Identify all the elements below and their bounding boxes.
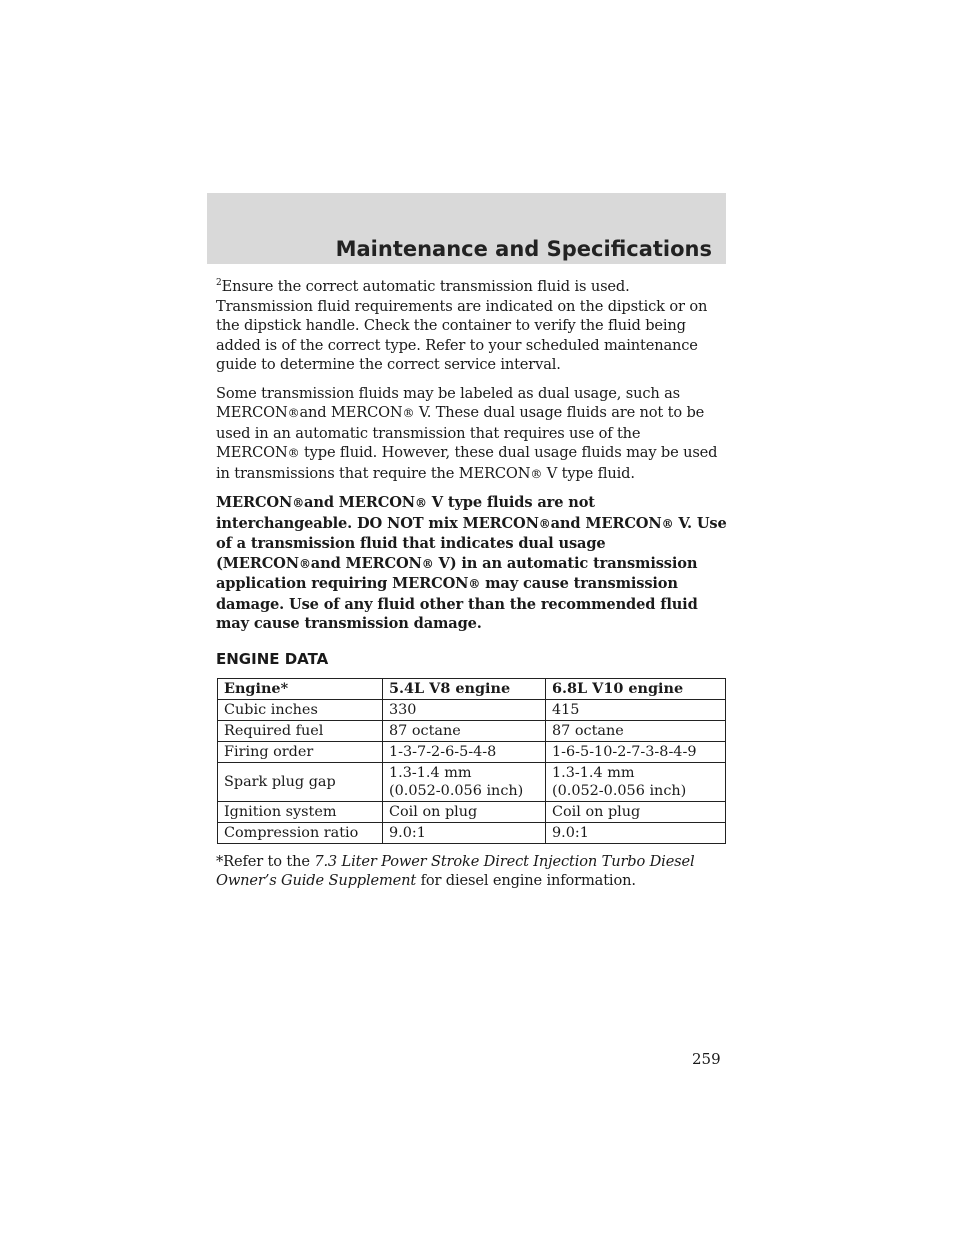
warning-text-5: V. Use of a transmission fluid that indicates dual usage (MERCON <box>216 514 727 572</box>
v8-value: 9.0:1 <box>383 822 546 843</box>
table-header-row <box>218 678 726 699</box>
page-content <box>216 277 728 900</box>
warning-text-7: V) in an automatic transmission application requiring MERCON <box>216 554 698 592</box>
column-header: 6.8L V10 engine <box>546 678 726 699</box>
footnote-prefix: *Refer to the <box>216 852 315 870</box>
gap-metric: 1.3-1.4 mm <box>389 764 472 781</box>
table-row <box>218 699 726 720</box>
warning-text-3: V type fluids are not interchangeable. DO NOT mix MERCON <box>216 494 595 532</box>
registered-mark: ® <box>298 556 311 571</box>
registered-mark: ® <box>421 556 434 571</box>
v8-value: 87 octane <box>383 720 546 741</box>
row-label: Compression ratio <box>218 822 383 843</box>
registered-mark: ® <box>402 406 415 420</box>
gap-imperial: (0.052-0.056 inch) <box>389 782 524 799</box>
dual-usage-text-4: type fluid. However, these dual usage fluids may be used in transmissions that require the MERCON <box>216 444 718 482</box>
v10-value: 1-6-5-10-2-7-3-8-4-9 <box>546 741 726 762</box>
registered-mark: ® <box>287 406 300 420</box>
row-label: Cubic inches <box>218 699 383 720</box>
table-row <box>218 720 726 741</box>
row-label: Ignition system <box>218 801 383 822</box>
row-label: Required fuel <box>218 720 383 741</box>
warning-text-8: may cause transmission damage. Use of any fluid other than the recommended fluid may cause transmission damage. <box>216 575 698 632</box>
supplement-title: 7.3 Liter Power Stroke Direct Injection Turbo Diesel Owner’s Guide Supplement <box>216 852 695 889</box>
engine-data-table <box>217 678 726 844</box>
gap-imperial: (0.052-0.056 inch) <box>552 782 687 799</box>
v10-value: 415 <box>546 699 726 720</box>
section-header <box>207 193 726 264</box>
warning-text-2: and MERCON <box>304 494 415 511</box>
table-row <box>218 822 726 843</box>
registered-mark: ® <box>530 466 543 481</box>
gap-metric: 1.3-1.4 mm <box>552 764 635 781</box>
v8-value <box>383 762 546 801</box>
v8-value: Coil on plug <box>383 801 546 822</box>
registered-mark: ® <box>468 577 481 591</box>
v8-value: 330 <box>383 699 546 720</box>
engine-data-heading: ENGINE DATA <box>216 649 329 668</box>
diesel-footnote <box>216 852 728 891</box>
dual-usage-paragraph <box>216 384 728 485</box>
v10-value <box>546 762 726 801</box>
dual-usage-text-3: V. These dual usage fluids are not to be used in an automatic transmission that requires use of the MERCON <box>216 404 705 461</box>
v10-value: 87 octane <box>546 720 726 741</box>
table-row <box>218 762 726 801</box>
row-label: Spark plug gap <box>218 762 383 801</box>
v10-value: 9.0:1 <box>546 822 726 843</box>
transmission-fluid-note <box>216 277 728 375</box>
page-number: 259 <box>692 1050 721 1068</box>
dual-usage-text-1: Some transmission fluids may be labeled as dual usage, such as MERCON <box>216 384 680 421</box>
registered-mark: ® <box>414 496 427 510</box>
warning-text-6: and MERCON <box>310 554 422 572</box>
registered-mark: ® <box>538 516 551 531</box>
dual-usage-text-5: V type fluid. <box>546 464 635 482</box>
note-text: Ensure the correct automatic transmission fluid is used. Transmission fluid requirements are indicated on the dipstick or on the dipstick handle. Check the container to verify the fluid being added is of the correct type. Refer to your scheduled maintenance guide to determine the correct service interval. <box>216 278 708 373</box>
warning-text-1: MERCON <box>216 494 293 511</box>
footnote-marker: 2 <box>216 278 222 288</box>
warning-text-4: and MERCON <box>550 514 662 532</box>
dual-usage-text-2: and MERCON <box>299 404 403 421</box>
registered-mark: ® <box>292 496 305 510</box>
registered-mark: ® <box>661 516 674 531</box>
fluid-warning <box>216 493 728 634</box>
section-title: Maintenance and Specifications <box>335 237 712 261</box>
row-label: Firing order <box>218 741 383 762</box>
registered-mark: ® <box>287 446 300 460</box>
table-row <box>218 801 726 822</box>
v10-value: Coil on plug <box>546 801 726 822</box>
table-row <box>218 741 726 762</box>
column-header: Engine* <box>218 678 383 699</box>
v8-value: 1-3-7-2-6-5-4-8 <box>383 741 546 762</box>
footnote-suffix: for diesel engine information. <box>416 872 636 889</box>
column-header: 5.4L V8 engine <box>383 678 546 699</box>
